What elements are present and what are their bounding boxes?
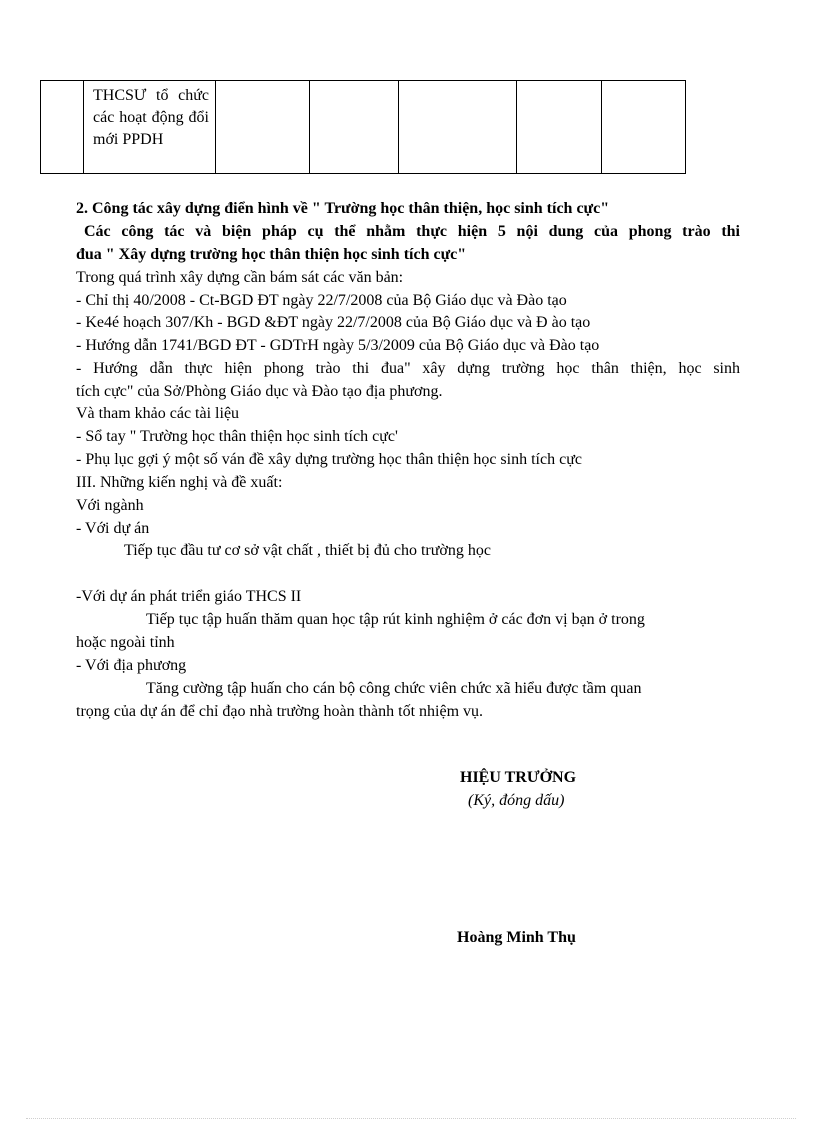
table-cell [41, 81, 84, 174]
body-line: trọng của dự án để chỉ đạo nhà trường hoàn thành tốt nhiệm vụ. [76, 703, 484, 720]
signer-name: Hoàng Minh Thụ [457, 929, 576, 946]
body-line: tích cực" của Sở/Phòng Giáo dục và Đào tạo địa phương. [76, 383, 443, 400]
body-line: Với ngành [76, 497, 144, 514]
table-cell [216, 81, 310, 174]
section-heading: 2. Công tác xây dựng điển hình về " Trường học thân thiện, học sinh tích cực" [76, 200, 610, 217]
table-cell [399, 81, 517, 174]
body-line: Tiếp tục đầu tư cơ sở vật chất , thiết bị đủ cho trường học [124, 542, 491, 559]
table-cell [310, 81, 399, 174]
page-bottom-divider [26, 1118, 796, 1119]
section-heading-3: III. Những kiến nghị và đề xuất: [76, 474, 283, 491]
table-cell [602, 81, 686, 174]
table-fragment [40, 80, 686, 174]
body-line: - Sổ tay " Trường học thân thiện học sinh tích cực' [76, 428, 398, 445]
body-line: - Với dự án [76, 520, 150, 537]
body-line: Tiếp tục tập huấn thăm quan học tập rút kinh nghiệm ở các đơn vị bạn ở trong [146, 611, 645, 628]
body-line: Trong quá trình xây dựng cần bám sát các văn bản: [76, 269, 404, 286]
body-line: - Với địa phương [76, 657, 187, 674]
table-cell [517, 81, 602, 174]
body-line: hoặc ngoài tỉnh [76, 634, 175, 651]
signature-note: (Ký, đóng dấu) [468, 792, 565, 809]
table-cell [84, 81, 216, 174]
body-line: - Phụ lục gợi ý một số ván đề xây dựng trường học thân thiện học sinh tích cực [76, 451, 582, 468]
bold-paragraph-line-2: đua " Xây dựng trường học thân thiện học sinh tích cực" [76, 246, 467, 263]
table-cell-text: THCSƯ tổ chức các hoạt động đổi mới PPDH [93, 87, 209, 148]
table-row [41, 81, 686, 174]
body-line: - Chỉ thị 40/2008 - Ct-BGD ĐT ngày 22/7/2008 của Bộ Giáo dục và Đào tạo [76, 292, 567, 309]
bold-paragraph-line-1: Các công tác và biện pháp cụ thể nhằm thực hiện 5 nội dung của phong trào thi [84, 223, 740, 240]
body-line: -Với dự án phát triển giáo THCS II [76, 588, 302, 605]
body-line: Tăng cường tập huấn cho cán bộ công chức viên chức xã hiểu được tầm quan [146, 680, 642, 697]
body-line: - Hướng dẫn 1741/BGD ĐT - GDTrH ngày 5/3/2009 của Bộ Giáo dục và Đào tạo [76, 337, 600, 354]
body-line: - Hướng dẫn thực hiện phong trào thi đua" xây dựng trường học thân thiện, học sinh [76, 360, 740, 377]
signature-title: HIỆU TRƯỞNG [460, 769, 577, 786]
body-line: Và tham khảo các tài liệu [76, 405, 240, 422]
body-line: - Ke4é hoạch 307/Kh - BGD &ĐT ngày 22/7/2008 của Bộ Giáo dục và Đ ào tạo [76, 314, 591, 331]
